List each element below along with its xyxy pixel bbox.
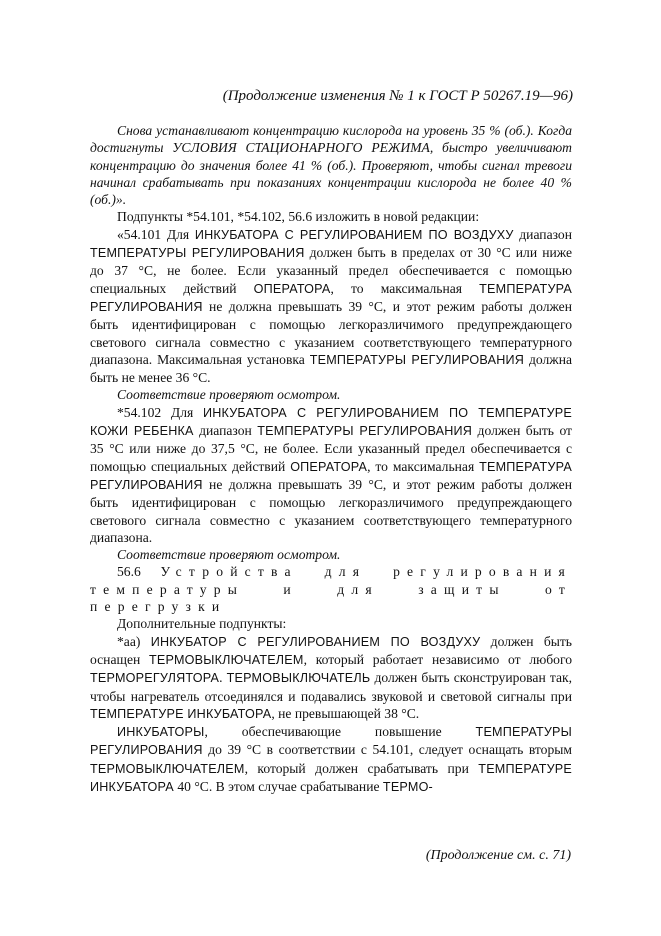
paragraph-aa: *аа) ИНКУБАТОР С РЕГУЛИРОВАНИЕМ ПО ВОЗДУХУ должен быть оснащен ТЕРМОВЫКЛЮЧАТЕЛЕМ, который работает независимо от любого ТЕРМОРЕГУЛЯТОРА. ТЕРМОВЫКЛЮЧАТЕЛЬ должен быть сконструирован так, чтобы нагреватель отсоединялся и подавались звуковой и световой сигналы при ТЕМПЕРАТУРЕ ИНКУБАТОРА, не превышающей 38 °С. <box>90 633 573 721</box>
paragraph-56-6-heading: 56.6 Устройства для регулирования температуры и для защиты от перегрузки <box>90 564 572 615</box>
page-footer: (Продолжение см. с. 71) <box>425 848 571 863</box>
paragraph-54-102: *54.102 Для ИНКУБАТОРА С РЕГУЛИРОВАНИЕМ ПО ТЕМПЕРАТУРЕ КОЖИ РЕБЕНКА диапазон ТЕМПЕРАТУРЫ РЕГУЛИРОВАНИЯ должен быть от 35 °С или ниже до 37,5 °С, не более. Если указанный предел обеспечивается с помощью специальных действий ОПЕРАТОРА, то максимальная ТЕМПЕРАТУРА РЕГУЛИРОВАНИЯ не должна превышать 39 °С, и этот режим работы должен быть идентифицирован с помощью легкоразличимого предупреждающего светового сигнала совместно с указанием соответствующего температурного диапазона. <box>90 404 572 545</box>
paragraph-subclauses-intro: Подпункты *54.101, *54.102, 56.6 изложить в новой редакции: <box>117 209 480 225</box>
page-header: (Продолжение изменения № 1 к ГОСТ Р 50267.19—96) <box>222 88 573 104</box>
paragraph-oxygen-test: Снова устанавливают концентрацию кислорода на уровень 35 % (об.). Когда достигнуты УСЛОВИЯ СТАЦИОНАРНОГО РЕЖИМА, быстро увеличивают концентрацию до значения более 41 % (об.). Проверяют, чтобы сигнал тревоги начинал срабатывать при показаниях концентрации кислорода не более 40 % (об.)». <box>90 123 572 208</box>
paragraph-compliance-1: Соответствие проверяют осмотром. <box>117 387 341 403</box>
paragraph-incubators-second-switch: ИНКУБАТОРЫ, обеспечивающие повышение ТЕМПЕРАТУРЫ РЕГУЛИРОВАНИЯ до 39 °С в соответствии с 54.101, следует оснащать вторым ТЕРМОВЫКЛЮЧАТЕЛЕМ, который должен срабатывать при ТЕМПЕРАТУРЕ ИНКУБАТОРА 40 °С. В этом случае срабатывание ТЕРМО- <box>90 724 572 794</box>
document-body <box>90 122 572 796</box>
paragraph-additional-subclauses: Дополнительные подпункты: <box>117 616 287 632</box>
paragraph-54-101: «54.101 Для ИНКУБАТОРА С РЕГУЛИРОВАНИЕМ ПО ВОЗДУХУ диапазон ТЕМПЕРАТУРЫ РЕГУЛИРОВАНИЯ должен быть в пределах от 30 °С или ниже до 37 °С, не более. Если указанный предел обеспечивается с помощью специальных действий ОПЕРАТОРА, то максимальная ТЕМПЕРАТУРА РЕГУЛИРОВАНИЯ не должна превышать 39 °С, и этот режим работы должен быть идентифицирован с помощью легкоразличимого предупреждающего светового сигнала совместно с указанием соответствующего температурного диапазона. Максимальная установка ТЕМПЕРАТУРЫ РЕГУЛИРОВАНИЯ должна быть не менее 36 °С. <box>90 226 573 386</box>
paragraph-compliance-2: Соответствие проверяют осмотром. <box>117 547 341 563</box>
